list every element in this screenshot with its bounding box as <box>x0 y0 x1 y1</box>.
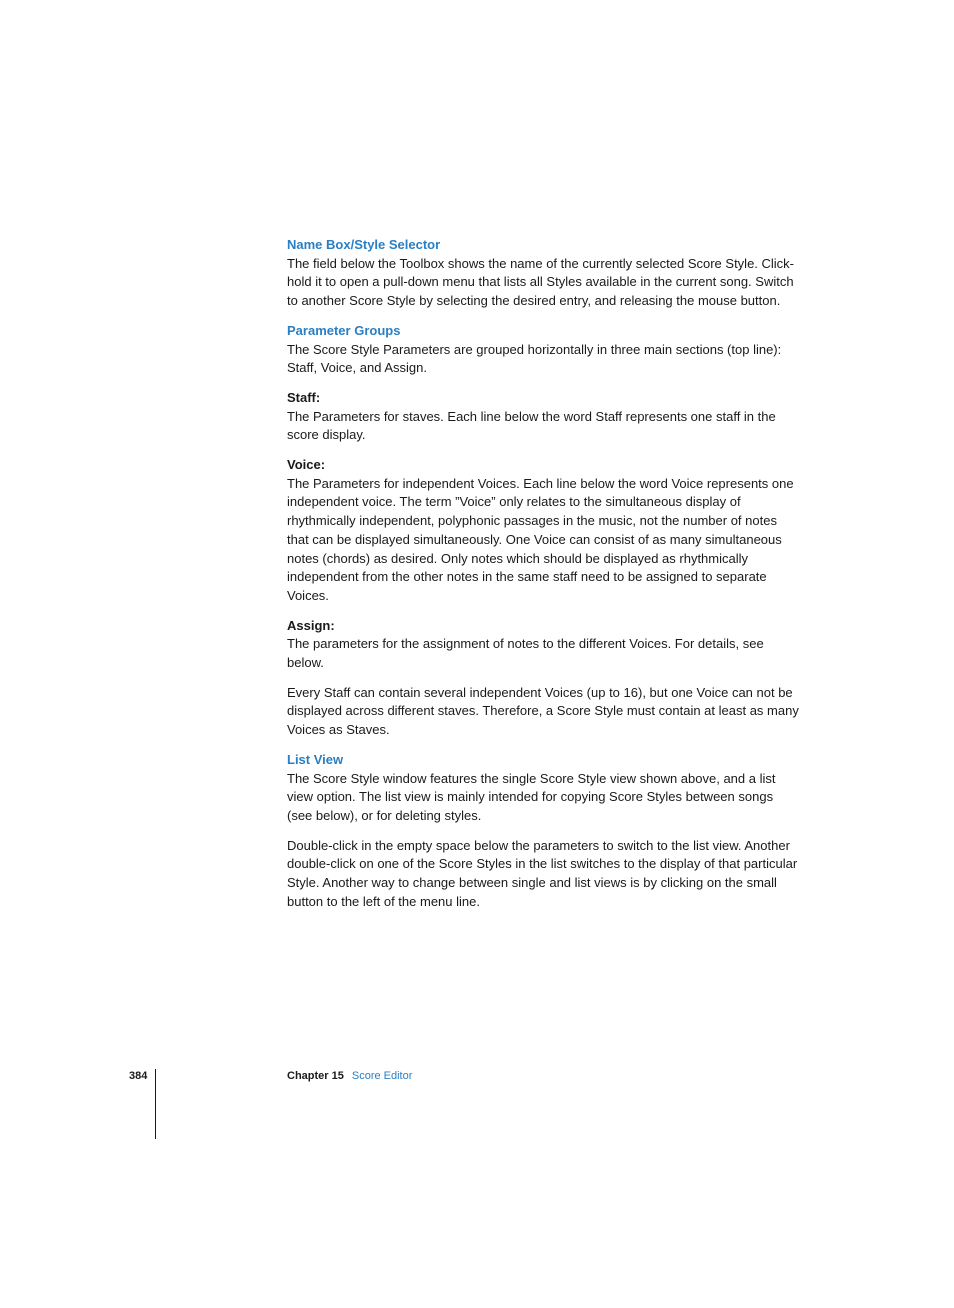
paragraph: Every Staff can contain several independent Voices (up to 16), but one Voice can not be displayed across different staves. Therefore, a Score Style must contain at least as many Voices as Staves. <box>287 684 799 738</box>
subsection-voice <box>287 456 799 606</box>
subsection-assign <box>287 617 799 740</box>
paragraph: The Score Style Parameters are grouped horizontally in three main sections (top line): Staff, Voice, and Assign. <box>287 341 782 376</box>
section-list-view <box>287 751 799 912</box>
subsection-heading: Staff: <box>287 389 321 405</box>
chapter-label: Chapter 15 <box>287 1070 344 1082</box>
chapter-title: Score Editor <box>351 1070 413 1082</box>
section-parameter-groups <box>287 322 799 378</box>
subsection-staff <box>287 389 799 445</box>
footer-divider <box>155 1069 156 1139</box>
footer-chapter <box>287 1070 412 1082</box>
section-name-box <box>287 236 799 311</box>
paragraph: The Parameters for independent Voices. Each line below the word Voice represents one independent voice. The term ”Voice” only relates to the simultaneous display of rhythmically independent, polyphonic passages in the music, not the number of notes that can be displayed simultaneously. One Voice can consist of as many simultaneous notes (chords) as desired. Only notes which should be displayed as rhythmically independent from the other notes in the same staff need to be assigned to separate Voices. <box>287 475 794 603</box>
page-content <box>287 236 799 923</box>
section-heading: Name Box/Style Selector <box>287 237 441 252</box>
paragraph: The field below the Toolbox shows the name of the currently selected Score Style. Click-hold it to open a pull-down menu that lists all Styles available in the current song. Switch to another Score Style by selecting the desired entry, and releasing the mouse button. <box>287 255 795 309</box>
paragraph: Double-click in the empty space below the parameters to switch to the list view. Another double-click on one of the Score Styles in the list switches to the display of that particular Style. Another way to change between single and list views is by clicking on the small button to the left of the menu line. <box>287 837 798 909</box>
subsection-heading: Assign: <box>287 617 335 633</box>
page-number: 384 <box>129 1070 148 1082</box>
paragraph: The parameters for the assignment of notes to the different Voices. For details, see below. <box>287 636 764 671</box>
subsection-heading: Voice: <box>287 457 326 473</box>
section-heading: List View <box>287 751 344 767</box>
paragraph: The Parameters for staves. Each line below the word Staff represents one staff in the score display. <box>287 408 776 443</box>
paragraph: The Score Style window features the single Score Style view shown above, and a list view option. The list view is mainly intended for copying Score Styles between songs (see below), or for deleting styles. <box>287 770 776 823</box>
section-heading: Parameter Groups <box>287 322 401 338</box>
